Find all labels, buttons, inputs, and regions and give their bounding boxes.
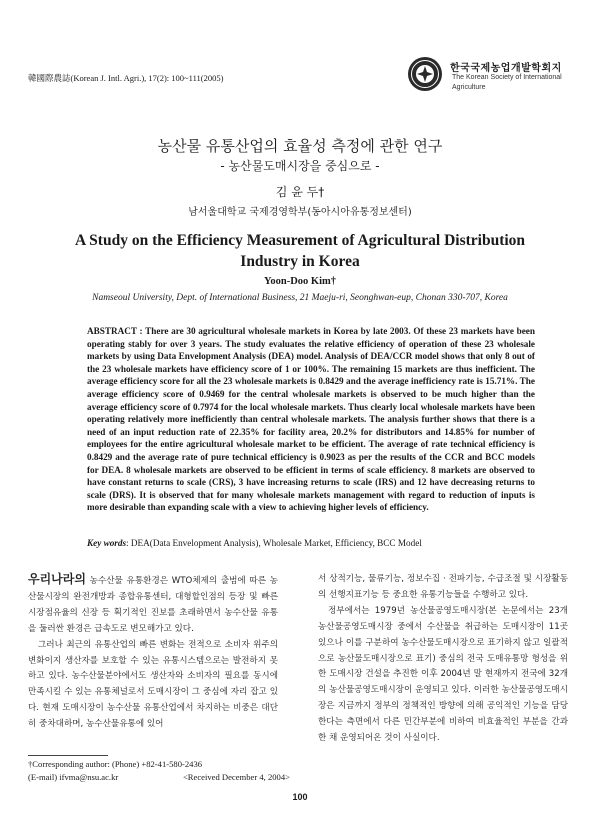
footnote-email-line <box>28 772 290 782</box>
footnote-divider <box>28 755 108 756</box>
body-paragraph <box>28 572 278 638</box>
received-date: <Received December 4, 2004> <box>182 772 290 782</box>
author-korean: 김 윤 두† <box>275 185 325 199</box>
subtitle-korean: - 농산물도매시장을 중심으로 - <box>220 159 380 173</box>
footnote-email: (E-mail) ifvma@nsu.ac.kr <box>28 772 119 782</box>
footnote-corresponding: †Corresponding author: (Phone) +82-41-580-2436 <box>28 759 203 769</box>
lead-word: 우리나라의 <box>28 572 86 586</box>
keywords-list: : DEA(Data Envelopment Analysis), Wholesale Market, Efficiency, BCC Model <box>126 538 422 548</box>
page-number: 100 <box>292 792 308 802</box>
body-right-column <box>318 572 568 747</box>
body-left-column <box>28 572 278 733</box>
affiliation-korean: 남서울대학교 국제경영학부(동아시아유통정보센터) <box>188 207 412 218</box>
paragraph-text: 농수산물 유통환경은 WTO체제의 출범에 따른 농산물시장의 완전개방과 종합유통센터, 대형할인점의 등장 및 빠른 시장점유율의 신장 등 획기적인 진보를 초래하면서 농수산물 유통을 둘러싼 환경은 급속도로 변모해가고 있다. <box>28 576 278 634</box>
affiliation-english: Namseoul University, Dept. of International Business, 21 Maeju-ri, Seonghwan-eup, Chonan 330-707, Korea <box>92 293 508 303</box>
title-english: A Study on the Efficiency Measurement of Agricultural Distribution Industry in Korea <box>74 232 526 270</box>
keywords-label: Key words <box>87 538 127 548</box>
body-paragraph: 정부에서는 1979년 농산물공영도매시장(본 논문에서는 23개 농산물공영도매시장 중에서 수산물을 취급하는 도매시장이 11곳 있으나 이를 구분하여 농수산물도매시장으로 표기하지 않고 일괄적으로 농산물도매시장으로 표기) 중심의 전국 도매유통망 형성을 위한 도매시장 건설을 추진한 이후 2004년 말 현재까지 전국에 32개의 농산물공영도매시장이 운영되고 있다. 이러한 농산물공영도매시장은 지금까지 정부의 정책적인 방향에 의해 공익적인 기능을 담당한다는 측면에서 다른 민간부분에 비하여 비효율적인 부분을 간과한 채 운영되어온 것이 사실이다. <box>318 605 568 744</box>
keywords <box>87 538 535 548</box>
society-name-ko: 한국국제농업개발학회지 <box>450 63 562 74</box>
body-paragraph: 그러나 최근의 유통산업의 빠른 변화는 전적으로 소비자 위주의 변화이지 생산자를 보호할 수 있는 유통시스템으로는 발전하지 못하고 있다. 농수산물분야에서도 생산자와 소비자의 필요를 동시에 만족시킬 수 있는 유통체널로서 도매시장이 그 중심에 자리 잡고 있다. 현재 도매시장이 농수산물 유통산업에서 차지하는 비중은 대단히 중차대하며, 농수산물유통에 있어 <box>28 639 278 730</box>
society-name-en-line2: Agriculture <box>452 84 486 91</box>
society-name-en-line1: The Korean Society of International <box>452 74 562 81</box>
abstract: ABSTRACT : There are 30 agricultural wholesale markets in Korea by late 2003. Of these 23 markets have been operating stably for over 3 years. The study evaluates the relative efficiency of operation of these 23 wholesale markets by using Data Envelopment Analysis (DEA) model. Analysis of DEA/CCR model shows that only 8 out of the 23 wholesale markets have efficiency score of 1 or 100%. The remaining 15 markets are thus inefficient. The average efficiency score for all the 23 wholesale markets is 0.8429 and the average inefficiency rate is 15.71%. The average efficiency score of 0.9469 for the central wholesale markets is observed to be much higher than the average efficiency score of 0.7974 for the local wholesale markets. Thus clearly local wholesale markets have been operating relatively more inefficiently than central wholesale markets. The analysis further shows that there is a need of an input reduction rate of 22.35% for facility area, 20.2% for distributors and 14.85% for number of employees for the entire agricultural wholesale market to be efficient. The average of rate technical efficiency is 0.8429 and the average rate of pure technical efficiency is 0.9023 as per the results of the CCR and BCC models for DEA. 8 wholesale markets are observed to be efficient in terms of scale efficiency. 8 markets are observed to have constant returns to scale (CRS), 3 have increasing returns to scale (IRS) and 12 have decreasing returns to scale (DRS). It is observed that for many wholesale markets management with regard to reduction of inputs is more desirable than expanding scale with a view to achieving higher levels of efficiency. <box>87 326 535 513</box>
title-korean: 농산물 유통산업의 효율성 측정에 관한 연구 <box>157 137 443 155</box>
society-seal-icon <box>407 56 443 92</box>
body-paragraph: 서 상적기능, 물류기능, 정보수집 · 전파기능, 수급조절 및 시장활동의 선행지표기능 등 중요한 유통기능들을 수행하고 있다. <box>318 574 568 600</box>
author-english: Yoon-Doo Kim† <box>263 276 337 287</box>
journal-citation: 韓國際農誌(Korean J. Intl. Agri.), 17(2): 100~111(2005) <box>28 73 224 83</box>
